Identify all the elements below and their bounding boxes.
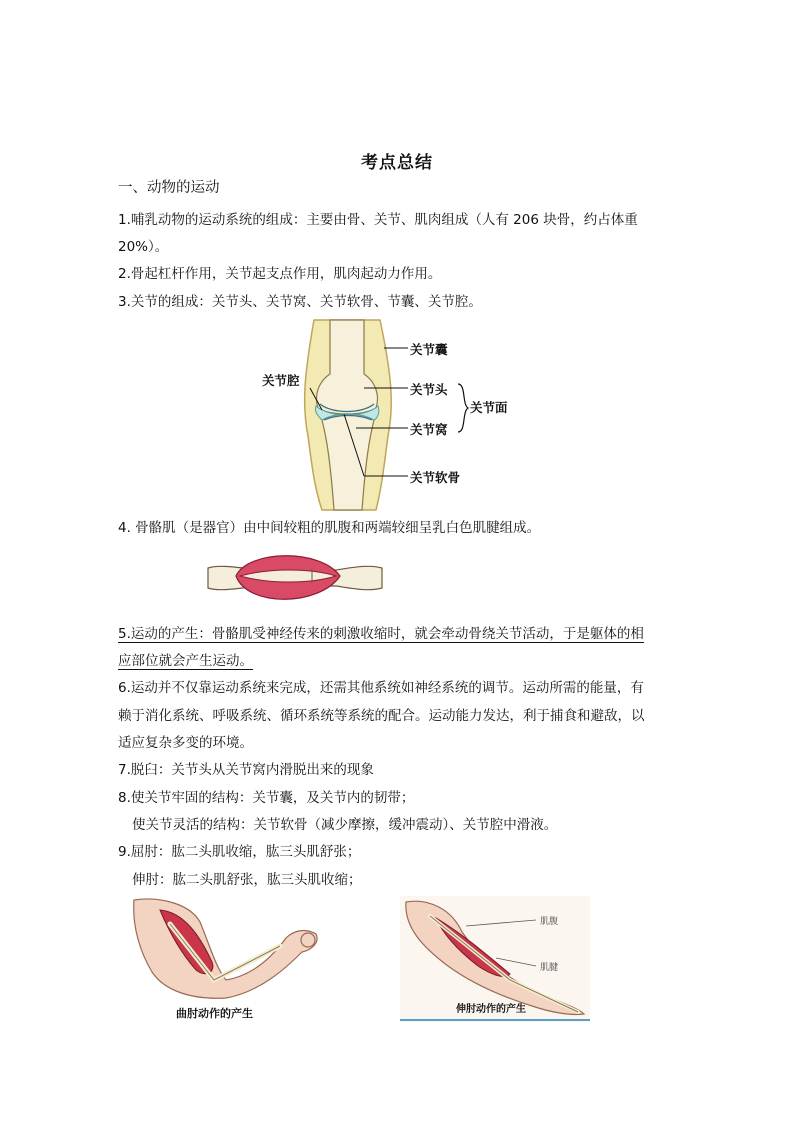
label-capsule: 关节囊 (410, 342, 448, 357)
paragraph-5a: 5.运动的产生：骨骼肌受神经传来的刺激收缩时，就会牵动骨绕关节活动，于是躯体的相 (118, 626, 644, 642)
paragraph-4: 4. 骨骼肌（是器官）由中间较粗的肌腹和两端较细呈乳白色肌腱组成。 (118, 520, 541, 536)
page-title: 考点总结 (361, 153, 433, 173)
caption-flex: 曲肘动作的产生 (176, 1007, 253, 1020)
paragraph-6b: 赖于消化系统、呼吸系统、循环系统等系统的配合。运动能力发达，利于捕食和避敌，以 (118, 708, 645, 724)
paragraph-2: 2.骨起杠杆作用，关节起支点作用，肌肉起动力作用。 (118, 266, 442, 282)
caption-extend: 伸肘动作的产生 (456, 1004, 526, 1015)
label-tendon: 肌腱 (540, 963, 559, 973)
paragraph-9a: 9.屈肘：肱二头肌收缩，肱三头肌舒张； (118, 844, 361, 860)
label-cavity: 关节腔 (262, 373, 300, 388)
paragraph-3: 3.关节的组成：关节头、关节窝、关节软骨、节囊、关节腔。 (118, 294, 482, 310)
paragraph-9b: 伸肘：肱二头肌舒张，肱三头肌收缩； (132, 872, 362, 888)
paragraph-7: 7.脱臼：关节头从关节窝内滑脱出来的现象 (118, 762, 374, 778)
muscle-diagram (200, 546, 390, 614)
label-head: 关节头 (410, 382, 448, 397)
label-socket: 关节窝 (410, 422, 448, 437)
paragraph-6a: 6.运动并不仅靠运动系统来完成，还需其他系统如神经系统的调节。运动所需的能量，有 (118, 680, 644, 696)
paragraph-1a: 1.哺乳动物的运动系统的组成：主要由骨、关节、肌肉组成（人有 206 块骨，约占体重 (118, 212, 638, 228)
paragraph-8b: 使关节灵活的结构：关节软骨（减少摩擦，缓冲震动）、关节腔中滑液。 (132, 817, 558, 833)
label-cartilage: 关节软骨 (410, 470, 461, 485)
label-surface: 关节面 (470, 400, 508, 415)
paragraph-6c: 适应复杂多变的环境。 (118, 735, 253, 751)
elbow-flex-illustration (130, 896, 330, 1004)
paragraph-8a: 8.使关节牢固的结构：关节囊，及关节内的韧带； (118, 790, 415, 806)
section-heading: 一、动物的运动 (118, 180, 220, 196)
paragraph-1b: 20%）。 (118, 239, 169, 255)
label-belly: 肌腹 (540, 917, 559, 927)
paragraph-5b: 应部位就会产生运动。 (118, 653, 253, 669)
